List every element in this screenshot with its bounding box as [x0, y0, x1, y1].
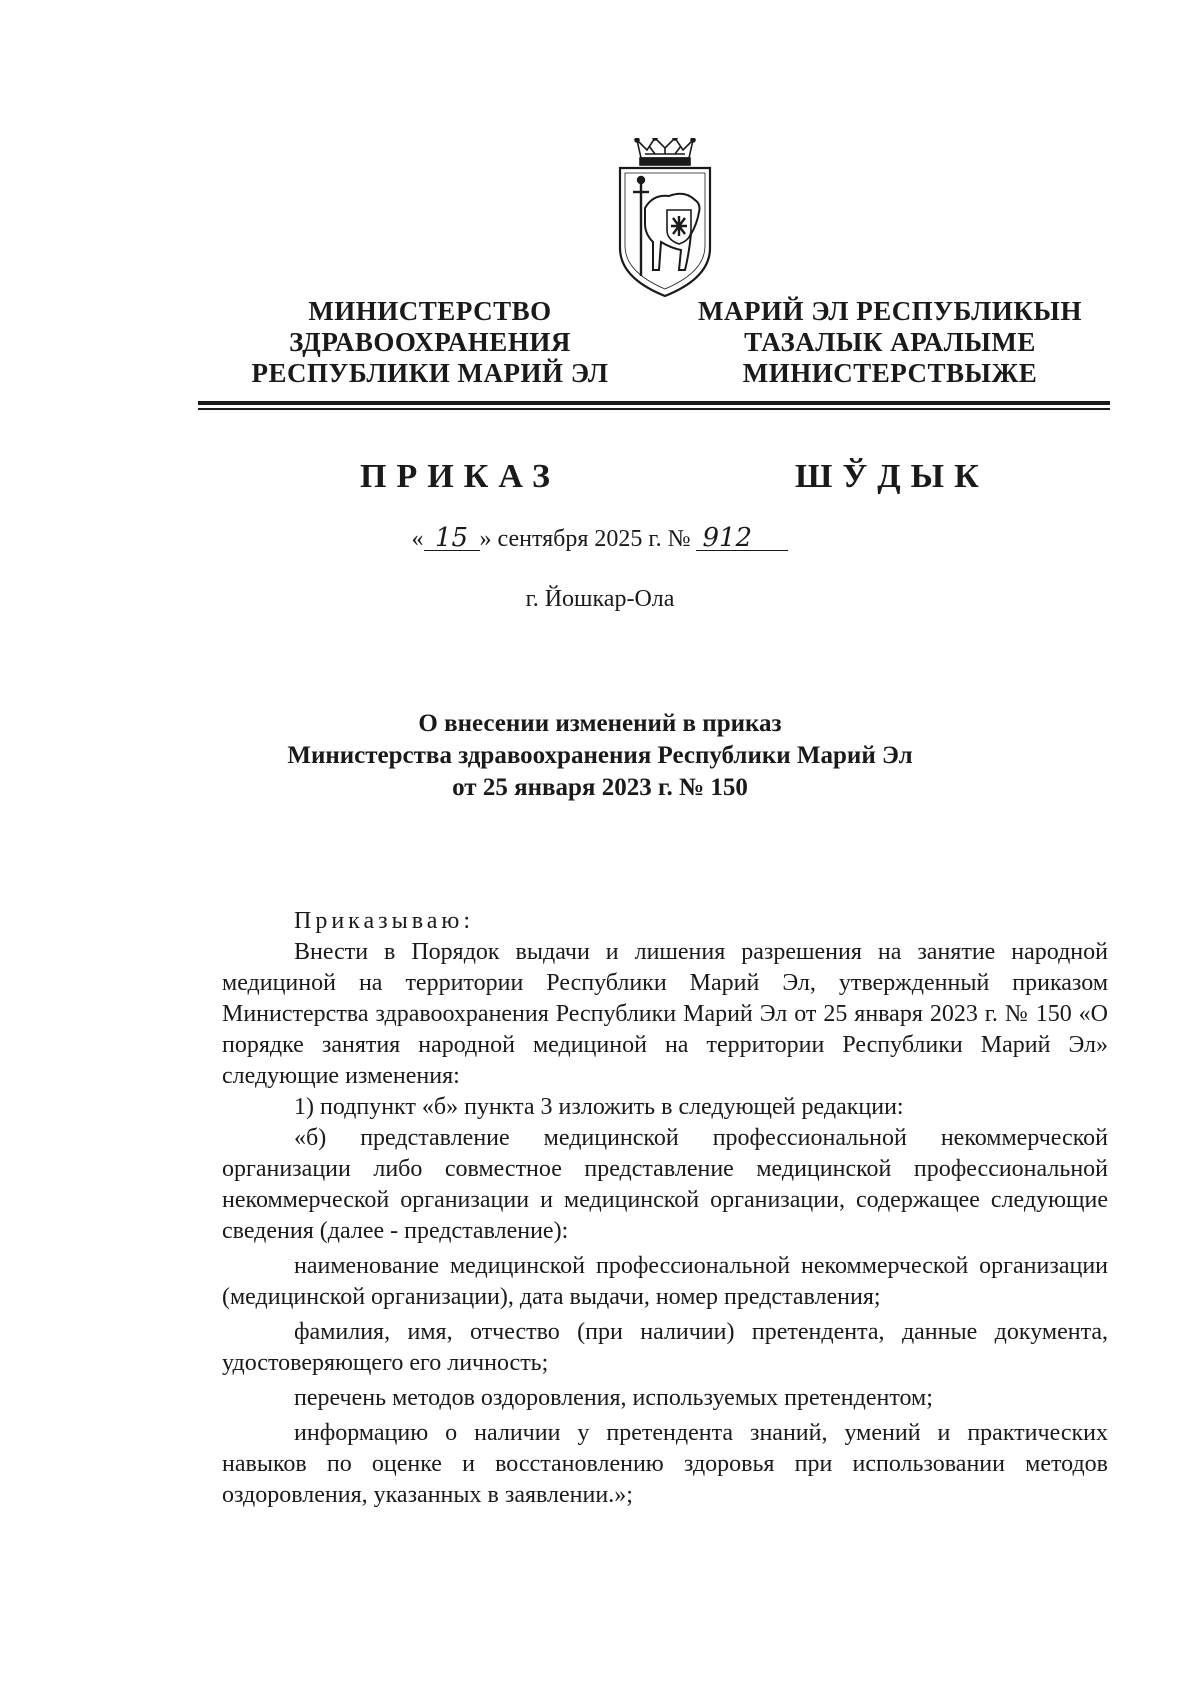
doc-type-mari: ШЎДЫК: [795, 458, 989, 495]
paragraph-point: перечень методов оздоровления, используемых претендентом;: [294, 1385, 933, 1411]
paragraph-point: фамилия, имя, отчество (при наличии) претендента, данные документа, удостоверяющего его личность;: [222, 1319, 1108, 1376]
order-number-handwritten: 912: [696, 526, 788, 551]
small-shield-icon: [667, 210, 691, 244]
paragraph-subpoint-b: «б) представление медицинской профессиональной некоммерческой организации либо совместное представление медицинской профессиональной некоммерческой организации и медицинской организации, содержащее следующие сведения (далее - представление):: [222, 1125, 1108, 1244]
header-divider: [198, 401, 1110, 405]
order-day-handwritten: 15: [424, 526, 480, 551]
order-month-year: сентября 2025 г. №: [497, 526, 691, 552]
order-title-line: Министерства здравоохранения Республики Марий Эл: [287, 742, 913, 769]
ministry-name-line: РЕСПУБЛИКИ МАРИЙ ЭЛ: [251, 358, 609, 388]
city-line: г. Йошкар-Ола: [525, 586, 675, 612]
order-directive: Приказываю:: [294, 908, 474, 934]
open-quote: «: [411, 526, 424, 552]
ministry-name-line: ЗДРАВООХРАНЕНИЯ: [289, 327, 571, 357]
order-body: [222, 906, 1108, 1511]
ministry-name-line: ТАЗАЛЫК АРАЛЫМЕ: [744, 327, 1036, 357]
ministry-name-line: МИНИСТЕРСТВО: [308, 296, 552, 326]
paragraph-point: информацию о наличии у претендента знаний, умений и практических навыков по оценке и восстановлению здоровья при использовании методов оздоровления, указанных в заявлении.»;: [222, 1420, 1108, 1508]
order-title-line: от 25 января 2023 г. № 150: [452, 774, 748, 801]
ministry-name-mari: [665, 296, 1115, 389]
doc-type-russian: ПРИКАЗ: [360, 458, 560, 495]
coat-of-arms-emblem: [615, 138, 715, 298]
ministry-name-russian: [230, 296, 630, 389]
paragraph-intro: Внести в Порядок выдачи и лишения разрешения на занятие народной медициной на территории Республики Марий Эл, утвержденный приказом Министерства здравоохранения Республики Марий Эл от 25 января 2023 г. № 150 «О порядке занятия народной медициной на территории Республики Марий Эл» следующие изменения:: [222, 939, 1108, 1089]
order-title-line: О внесении изменений в приказ: [418, 710, 782, 737]
ministry-name-line: МИНИСТЕРСТВЫЖЕ: [742, 358, 1038, 388]
ministry-name-line: МАРИЙ ЭЛ РЕСПУБЛИКЫН: [698, 296, 1082, 326]
paragraph-point: наименование медицинской профессиональной некоммерческой организации (медицинской организации), дата выдачи, номер представления;: [222, 1253, 1108, 1310]
header-divider-thin: [198, 408, 1110, 410]
crown-icon: [635, 138, 695, 165]
close-quote: »: [479, 526, 492, 552]
paragraph-item-1: 1) подпункт «б» пункта 3 изложить в следующей редакции:: [294, 1094, 904, 1120]
order-title: [0, 708, 1200, 804]
date-line: [0, 523, 1200, 553]
